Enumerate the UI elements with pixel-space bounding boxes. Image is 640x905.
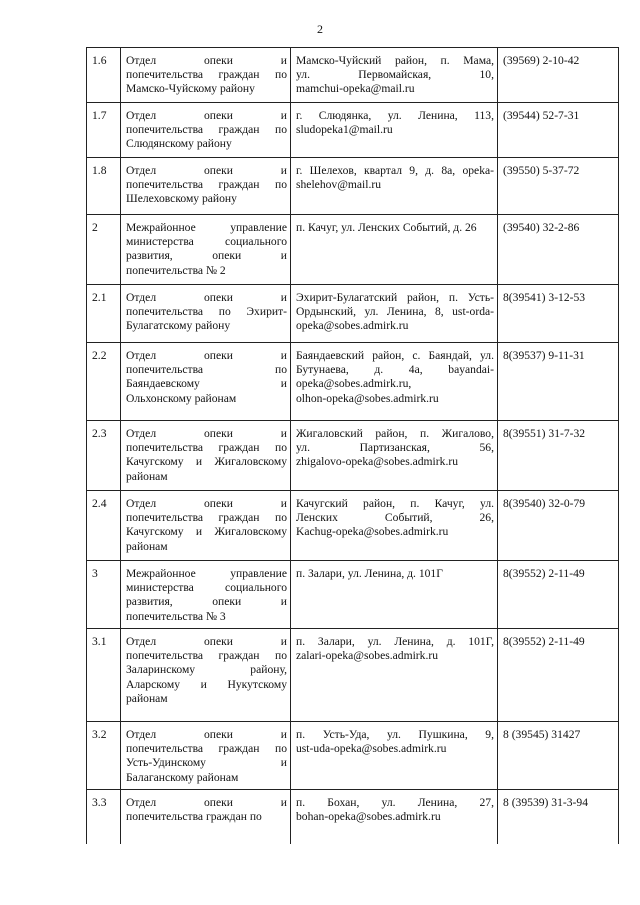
address-email-line: ул. Первомайская, 10, [296, 68, 494, 82]
address-email-line: г. Слюдянка, ул. Ленина, 113, [296, 109, 494, 122]
department-name-line: районам [126, 469, 168, 483]
row-number: 3.2 [87, 722, 121, 790]
department-name-line: Слюдянскому району [126, 137, 232, 151]
table-row [87, 561, 619, 629]
table-row [87, 158, 619, 215]
department-name-line: попечительства граждан по [126, 649, 287, 663]
table-body [87, 48, 619, 844]
department-name-line: попечительства граждан по [126, 68, 287, 82]
row-number: 3.3 [87, 790, 121, 844]
department-name [121, 629, 291, 722]
department-name-line: попечительства по [126, 363, 287, 377]
phone-number: (39544) 52-7-31 [498, 103, 619, 158]
department-name-line: развития, опеки и [126, 595, 287, 609]
department-name-line: Ольхонскому районам [126, 391, 237, 405]
department-name-line: Аларскому и Нукутскому [126, 677, 287, 691]
address-email-line: opeka@sobes.admirk.ru, [296, 377, 412, 391]
phone-number: (39569) 2-10-42 [498, 48, 619, 103]
address-email-line: bohan-opeka@sobes.admirk.ru [296, 810, 441, 824]
department-name-line: попечительства № 2 [126, 263, 226, 277]
address-email-line: п. Усть-Уда, ул. Пушкина, 9, [296, 728, 494, 741]
row-number: 1.7 [87, 103, 121, 158]
department-name-line: Отдел опеки и [126, 427, 287, 440]
phone-number: 8 (39539) 31-3-94 [498, 790, 619, 844]
address-email-line: Баяндаевский район, с. Баяндай, ул. [296, 349, 494, 362]
page-number: 2 [317, 22, 323, 36]
phone-number: 8(39551) 31-7-32 [498, 421, 619, 491]
table-row [87, 491, 619, 561]
table-row [87, 103, 619, 158]
table-row [87, 48, 619, 103]
table-row [87, 421, 619, 491]
department-name-line: Межрайонное управление [126, 567, 287, 580]
department-name-line: министерства социального [126, 581, 287, 595]
address-email-line: olhon-opeka@sobes.admirk.ru [296, 391, 439, 405]
table-row [87, 790, 619, 844]
row-number: 1.8 [87, 158, 121, 215]
address-email-line: п. Бохан, ул. Ленина, 27, [296, 796, 494, 809]
table-row [87, 629, 619, 722]
address-email-line: shelehov@mail.ru [296, 178, 382, 192]
department-name-line: попечительства граждан по [126, 123, 287, 137]
address-email-line: Бутунаева, д. 4а, bayandai- [296, 363, 494, 377]
table-row [87, 285, 619, 343]
department-name [121, 491, 291, 561]
address-email [291, 343, 498, 421]
department-name [121, 561, 291, 629]
address-email-line: Ордынский, ул. Ленина, 8, ust-orda- [296, 305, 494, 319]
guardianship-contacts-table [86, 47, 619, 844]
address-email [291, 561, 498, 629]
address-email-line: Ленских Событий, 26, [296, 511, 494, 525]
department-name-line: попечительства по Эхирит- [126, 305, 287, 319]
department-name-line: Качугскому и Жигаловскому [126, 455, 287, 469]
phone-number: 8(39552) 2-11-49 [498, 629, 619, 722]
address-email [291, 722, 498, 790]
department-name-line: министерства социального [126, 235, 287, 249]
phone-number: 8 (39545) 31427 [498, 722, 619, 790]
address-email [291, 215, 498, 285]
department-name [121, 103, 291, 158]
address-email-line: Качугский район, п. Качуг, ул. [296, 497, 494, 510]
row-number: 2.4 [87, 491, 121, 561]
address-email-line: zalari-opeka@sobes.admirk.ru [296, 649, 439, 663]
row-number: 1.6 [87, 48, 121, 103]
address-email [291, 48, 498, 103]
department-name-line: Отдел опеки и [126, 291, 287, 304]
address-email-line: Мамско-Чуйский район, п. Мама, [296, 54, 494, 67]
address-email-line: ул. Партизанская, 56, [296, 441, 494, 455]
row-number: 2.3 [87, 421, 121, 491]
department-name [121, 722, 291, 790]
department-name-line: попечительства граждан по [126, 441, 287, 455]
department-name [121, 421, 291, 491]
row-number: 2.2 [87, 343, 121, 421]
address-email-line: п. Качуг, ул. Ленских Событий, д. 26 [296, 221, 477, 234]
department-name [121, 48, 291, 103]
department-name-line: Отдел опеки и [126, 635, 287, 648]
address-email-line: г. Шелехов, квартал 9, д. 8а, opeka- [296, 164, 494, 177]
row-number: 3 [87, 561, 121, 629]
phone-number: (39550) 5-37-72 [498, 158, 619, 215]
phone-number: 8(39552) 2-11-49 [498, 561, 619, 629]
row-number: 3.1 [87, 629, 121, 722]
phone-number: (39540) 32-2-86 [498, 215, 619, 285]
department-name-line: районам [126, 539, 168, 553]
department-name-line: попечительства граждан по [126, 511, 287, 525]
department-name-line: Отдел опеки и [126, 164, 287, 177]
row-number: 2.1 [87, 285, 121, 343]
department-name [121, 285, 291, 343]
department-name-line: Отдел опеки и [126, 54, 287, 67]
address-email-line: mamchui-opeka@mail.ru [296, 82, 415, 96]
department-name-line: попечительства № 3 [126, 609, 226, 623]
phone-number: 8(39541) 3-12-53 [498, 285, 619, 343]
address-email-line: п. Залари, ул. Ленина, д. 101Г, [296, 635, 494, 648]
department-name-line: развития, опеки и [126, 249, 287, 263]
address-email [291, 103, 498, 158]
department-name-line: Шелеховскому району [126, 192, 237, 206]
department-name-line: Отдел опеки и [126, 796, 287, 809]
department-name-line: Отдел опеки и [126, 728, 287, 741]
department-name-line: Отдел опеки и [126, 349, 287, 362]
address-email-line: Эхирит-Булагатский район, п. Усть- [296, 291, 494, 304]
department-name-line: Усть-Удинскому и [126, 756, 287, 770]
address-email-line: п. Залари, ул. Ленина, д. 101Г [296, 567, 443, 580]
phone-number: 8(39540) 32-0-79 [498, 491, 619, 561]
department-name-line: Балаганскому районам [126, 770, 239, 784]
department-name [121, 790, 291, 844]
address-email-line: ust-uda-opeka@sobes.admirk.ru [296, 742, 447, 756]
department-name-line: Баяндаевскому и [126, 377, 287, 391]
department-name [121, 215, 291, 285]
address-email [291, 790, 498, 844]
address-email-line: opeka@sobes.admirk.ru [296, 319, 409, 333]
department-name-line: районам [126, 691, 168, 705]
department-name-line: Отдел опеки и [126, 497, 287, 510]
department-name-line: попечительства граждан по [126, 742, 287, 756]
address-email-line: Жигаловский район, п. Жигалово, [296, 427, 494, 440]
department-name-line: Булагатскому району [126, 319, 231, 333]
department-name-line: Отдел опеки и [126, 109, 287, 122]
department-name-line: попечительства граждан по [126, 810, 262, 824]
department-name-line: попечительства граждан по [126, 178, 287, 192]
table-row [87, 215, 619, 285]
department-name [121, 158, 291, 215]
department-name-line: Мамско-Чуйскому району [126, 82, 255, 96]
phone-number: 8(39537) 9-11-31 [498, 343, 619, 421]
address-email [291, 285, 498, 343]
address-email [291, 158, 498, 215]
department-name [121, 343, 291, 421]
address-email [291, 421, 498, 491]
address-email-line: sludopeka1@mail.ru [296, 123, 393, 137]
table-row [87, 343, 619, 421]
department-name-line: Межрайонное управление [126, 221, 287, 234]
table-row [87, 722, 619, 790]
department-name-line: Качугскому и Жигаловскому [126, 525, 287, 539]
address-email [291, 491, 498, 561]
address-email-line: zhigalovo-opeka@sobes.admirk.ru [296, 455, 458, 469]
row-number: 2 [87, 215, 121, 285]
address-email-line: Kachug-opeka@sobes.admirk.ru [296, 525, 449, 539]
address-email [291, 629, 498, 722]
department-name-line: Заларинскому району, [126, 663, 287, 677]
